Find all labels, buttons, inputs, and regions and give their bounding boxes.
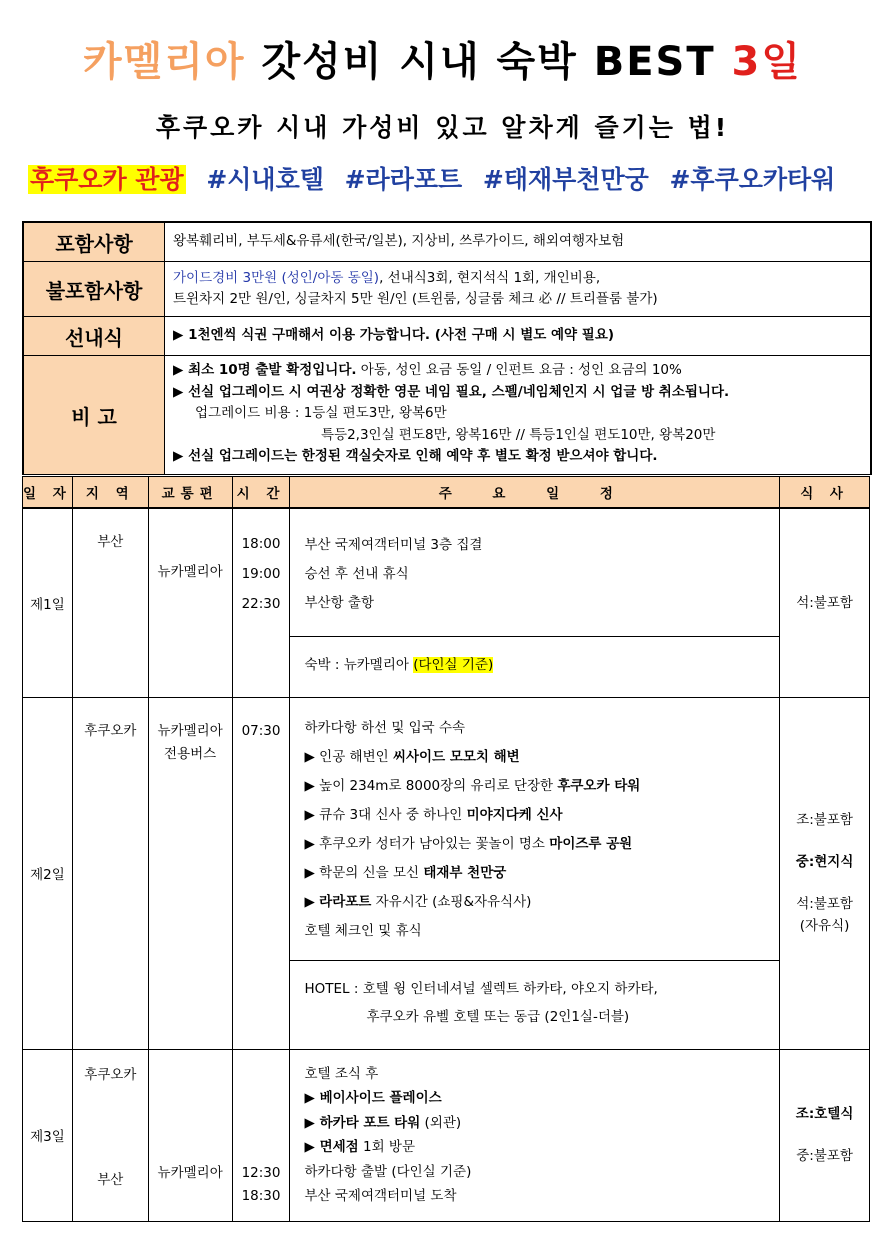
region-line: 후쿠오카 xyxy=(84,1066,137,1083)
item-bold: 미야지다케 신사 xyxy=(466,806,563,823)
excluded-text-line2: 트윈차지 2만 원/인, 싱글차지 5만 원/인 (트윈룸, 싱글룸 체크 必 // 트리플룸 불가) xyxy=(173,291,658,307)
region-cell xyxy=(72,1049,148,1221)
included-label: 포함사항 xyxy=(24,223,165,261)
region-cell xyxy=(72,697,148,1049)
stay-text: 숙박 : 뉴카멜리아 xyxy=(304,657,414,673)
meal: (자유식) xyxy=(799,918,850,934)
item-bold: 베이사이드 플레이스 xyxy=(319,1090,442,1106)
item-bold: 태재부 천만궁 xyxy=(423,864,507,881)
note-text: 아동, 성인 요금 동일 / 인펀트 요금 : 성인 요금의 10% xyxy=(356,362,682,378)
itinerary-item: 호텔 조식 후 xyxy=(304,1065,379,1082)
notes-content xyxy=(165,356,870,474)
itinerary-item: 부산항 출항 xyxy=(304,595,374,611)
meal: 중:불포함 xyxy=(796,1148,853,1164)
itinerary-item xyxy=(304,888,765,917)
meal-cell xyxy=(780,508,870,697)
included-row xyxy=(24,223,870,262)
meal-cell xyxy=(780,1049,870,1221)
itinerary-cell xyxy=(290,697,780,1049)
meal: 조:호텔식 xyxy=(795,1106,854,1122)
transport-line: 뉴카멜리아 xyxy=(157,722,223,739)
hashtag-line xyxy=(28,160,835,196)
item-text: 자유시간 (쇼핑&자유식사) xyxy=(371,893,532,910)
schedule-table xyxy=(22,476,870,1222)
itinerary xyxy=(290,509,779,680)
region xyxy=(73,1050,148,1192)
day-label: 제3일 xyxy=(23,1049,73,1221)
hotel-line: HOTEL : 호텔 윙 인터네셔널 셀렉트 하카타, 야오지 하카타, xyxy=(304,980,658,997)
excluded-label: 불포함사항 xyxy=(24,262,165,316)
item-text: ▶ 인공 해변인 xyxy=(304,748,393,765)
itinerary-item xyxy=(304,772,765,801)
item-bold: 마이즈루 공원 xyxy=(549,835,633,852)
transport-cell xyxy=(148,508,232,697)
time: 19:00 xyxy=(241,566,281,582)
notes-row xyxy=(24,356,870,475)
note-bold: ▶ 최소 10명 출발 확정입니다. xyxy=(173,362,357,378)
itinerary xyxy=(290,698,779,1031)
item-text: ▶ xyxy=(304,1139,320,1155)
hashtag: #시내호텔 xyxy=(206,165,324,194)
time-cell xyxy=(232,697,290,1049)
meal-cell xyxy=(780,697,870,1049)
time: 18:00 xyxy=(241,536,281,552)
hotel-info xyxy=(304,961,765,1031)
onboard-meal-row xyxy=(24,317,870,356)
stay-info xyxy=(304,637,765,680)
itinerary-item: 부산 국제여객터미널 도착 xyxy=(304,1188,457,1204)
item-text: ▶ 후쿠오카 성터가 남아있는 꽃놀이 명소 xyxy=(304,835,550,852)
day-label: 제1일 xyxy=(23,508,73,697)
time-cell xyxy=(232,508,290,697)
itinerary-item xyxy=(304,801,765,830)
hashtag: #태재부천만궁 xyxy=(482,165,649,194)
note-text: 특등2,3인실 편도8만, 왕복16만 // 특등1인실 편도10만, 왕복20만 xyxy=(321,426,716,443)
transport-line: 전용버스 xyxy=(164,745,217,762)
time: 22:30 xyxy=(241,596,281,612)
table-row xyxy=(23,1049,870,1221)
header-cell: 일 자 xyxy=(23,477,73,509)
page-subtitle: 후쿠오카 시내 가성비 있고 알차게 즐기는 법! xyxy=(155,113,730,142)
onboard-meal-label: 선내식 xyxy=(24,317,165,355)
meal: 중:현지식 xyxy=(795,854,854,870)
onboard-meal-text: ▶ 1천엔씩 식권 구매해서 이용 가능합니다. (사전 구매 시 별도 예약 필요) xyxy=(173,327,615,343)
itinerary-cell xyxy=(290,1049,780,1221)
header-cell: 주 요 일 정 xyxy=(290,477,780,509)
itinerary-item xyxy=(304,859,765,888)
item-bold: 라라포트 xyxy=(319,893,372,910)
itinerary xyxy=(290,1050,779,1209)
note-text: 업그레이드 비용 : 1등실 편도3만, 왕복6만 xyxy=(195,405,447,421)
day-label: 제2일 xyxy=(23,697,73,1049)
region: 부산 xyxy=(97,534,124,550)
item-text: 1회 방문 xyxy=(358,1139,415,1155)
region-cell xyxy=(72,508,148,697)
header-cell: 시 간 xyxy=(232,477,290,509)
note-text: ▶ 선실 업그레이드 시 여권상 정확한 영문 네임 필요, 스펠/네임체인지 시 업글 방 취소됩니다. xyxy=(173,383,730,400)
stay-highlight: (다인실 기준) xyxy=(413,657,494,673)
hotel-line: 후쿠오카 유벨 호텔 또는 동급 (2인1실-더블) xyxy=(366,1008,630,1025)
meal: 석:불포함 xyxy=(796,594,853,611)
title-brand: 카멜리아 xyxy=(82,39,246,85)
hashtag: #후쿠오카타워 xyxy=(669,165,836,194)
itinerary-item: 하카다항 하선 및 입국 수속 xyxy=(304,719,466,736)
item-bold: 하카타 포트 타워 xyxy=(319,1114,421,1131)
item-bold: 씨사이드 모모치 해변 xyxy=(392,748,520,765)
region-line: 부산 xyxy=(97,1171,124,1188)
itinerary-item: 호텔 체크인 및 휴식 xyxy=(304,922,422,939)
time: 07:30 xyxy=(241,722,281,739)
item-text: (외관) xyxy=(420,1114,462,1131)
header-cell: 교통편 xyxy=(148,477,232,509)
excluded-text: , 선내식3회, 현지석식 1회, 개인비용, xyxy=(379,270,601,286)
itinerary-item: 부산 국제여객터미널 3층 집결 xyxy=(304,537,483,553)
transport: 뉴카멜리아 xyxy=(157,1164,223,1181)
excluded-row xyxy=(24,262,870,317)
header-cell: 지 역 xyxy=(72,477,148,509)
item-text: ▶ 학문의 신을 모신 xyxy=(304,864,424,881)
table-header-row xyxy=(23,477,870,509)
item-text: ▶ 큐슈 3대 신사 중 하나인 xyxy=(304,806,467,823)
time: 18:30 xyxy=(241,1187,281,1204)
itinerary-item xyxy=(304,1086,765,1111)
table-row xyxy=(23,697,870,1049)
title-middle: 갓성비 시내 숙박 BEST xyxy=(245,39,732,85)
included-text: 왕복훼리비, 부두세&유류세(한국/일본), 지상비, 쓰루가이드, 해외여행자보험 xyxy=(173,233,625,249)
transport-cell xyxy=(148,697,232,1049)
itinerary-item xyxy=(304,1111,765,1136)
meal: 석:불포함 xyxy=(796,896,853,912)
guide-fee-text: 가이드경비 3만원 (성인/아동 동일) xyxy=(173,270,380,286)
item-text: ▶ xyxy=(304,1090,320,1106)
itinerary-cell xyxy=(290,508,780,697)
excluded-content xyxy=(165,262,870,316)
title-days: 3일 xyxy=(731,39,803,85)
hashtag: #라라포트 xyxy=(344,165,463,194)
times xyxy=(233,509,290,619)
itinerary-item xyxy=(304,830,765,859)
time-cell xyxy=(232,1049,290,1221)
note-text: ▶ 선실 업그레이드는 한정된 객실숫자로 인해 예약 후 별도 확정 받으셔야 합니다. xyxy=(173,448,658,464)
header-cell: 식 사 xyxy=(780,477,870,509)
transport-cell xyxy=(148,1049,232,1221)
tag-highlight: 후쿠오카 관광 xyxy=(30,165,184,194)
region: 후쿠오카 xyxy=(84,722,137,739)
itinerary-item xyxy=(304,1135,765,1160)
transport: 뉴카멜리아 xyxy=(157,564,223,580)
page-title xyxy=(0,30,885,87)
itinerary-item xyxy=(304,743,765,772)
itinerary-item: 승선 후 선내 휴식 xyxy=(304,566,409,582)
transport xyxy=(149,698,232,766)
times xyxy=(233,1050,290,1208)
item-text: ▶ xyxy=(304,1114,320,1131)
info-table xyxy=(22,221,872,475)
item-bold: 후쿠오카 타워 xyxy=(557,777,641,794)
itinerary-item: 하카다항 출발 (다인실 기준) xyxy=(304,1163,472,1180)
meal: 조:불포함 xyxy=(796,812,853,828)
item-text: ▶ 높이 234m로 8000장의 유리로 단장한 xyxy=(304,777,558,794)
table-row xyxy=(23,508,870,697)
item-text: ▶ xyxy=(304,893,320,910)
item-bold: 면세점 xyxy=(319,1139,359,1155)
time: 12:30 xyxy=(241,1164,281,1181)
notes-label: 비 고 xyxy=(24,356,165,474)
